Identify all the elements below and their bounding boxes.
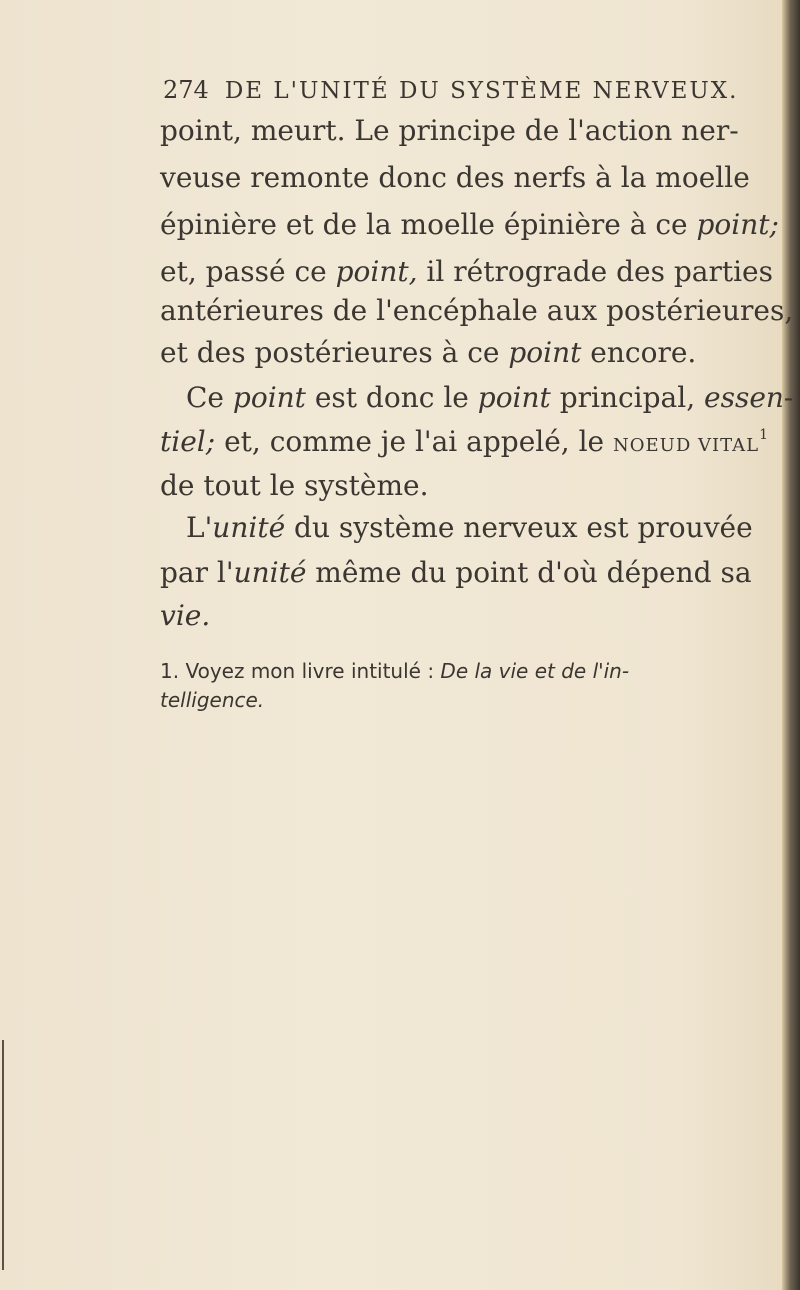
- footnote-marker: 1.: [160, 659, 180, 683]
- text-line-7: Ce point est donc le point principal, essen-: [186, 381, 794, 414]
- footnote-line-1: 1. Voyez mon livre intitulé : De la vie et de l'in-: [160, 659, 630, 683]
- text-line-1: point, meurt. Le principe de l'action ner-: [160, 114, 739, 147]
- running-title: DE L'UNITÉ DU SYSTÈME NERVEUX.: [224, 78, 739, 104]
- text-line-8: tiel; et, comme je l'ai appelé, le NOEUD VITAL$^1$: [160, 425, 769, 458]
- running-header: [163, 76, 738, 104]
- text-line-11: par l'unité même du point d'où dépend sa: [160, 556, 752, 589]
- text-line-9: de tout le système.: [160, 469, 429, 502]
- page-edge-shadow: [782, 0, 800, 1290]
- text-line-4: et, passé ce point, il rétrograde des parties: [160, 255, 773, 288]
- binding-mark: [2, 1040, 4, 1270]
- text-line-6: et des postérieures à ce point encore.: [160, 336, 697, 369]
- text-line-3: épinière et de la moelle épinière à ce point;: [160, 208, 779, 241]
- page-number: 274: [163, 76, 209, 104]
- text-line-2: veuse remonte donc des nerfs à la moelle: [160, 161, 750, 194]
- footnote-line-2: telligence.: [160, 688, 265, 712]
- text-line-10: L'unité du système nerveux est prouvée: [186, 511, 753, 544]
- text-line-12: vie.: [160, 599, 211, 632]
- text-line-5: antérieures de l'encéphale aux postérieures,: [160, 294, 794, 327]
